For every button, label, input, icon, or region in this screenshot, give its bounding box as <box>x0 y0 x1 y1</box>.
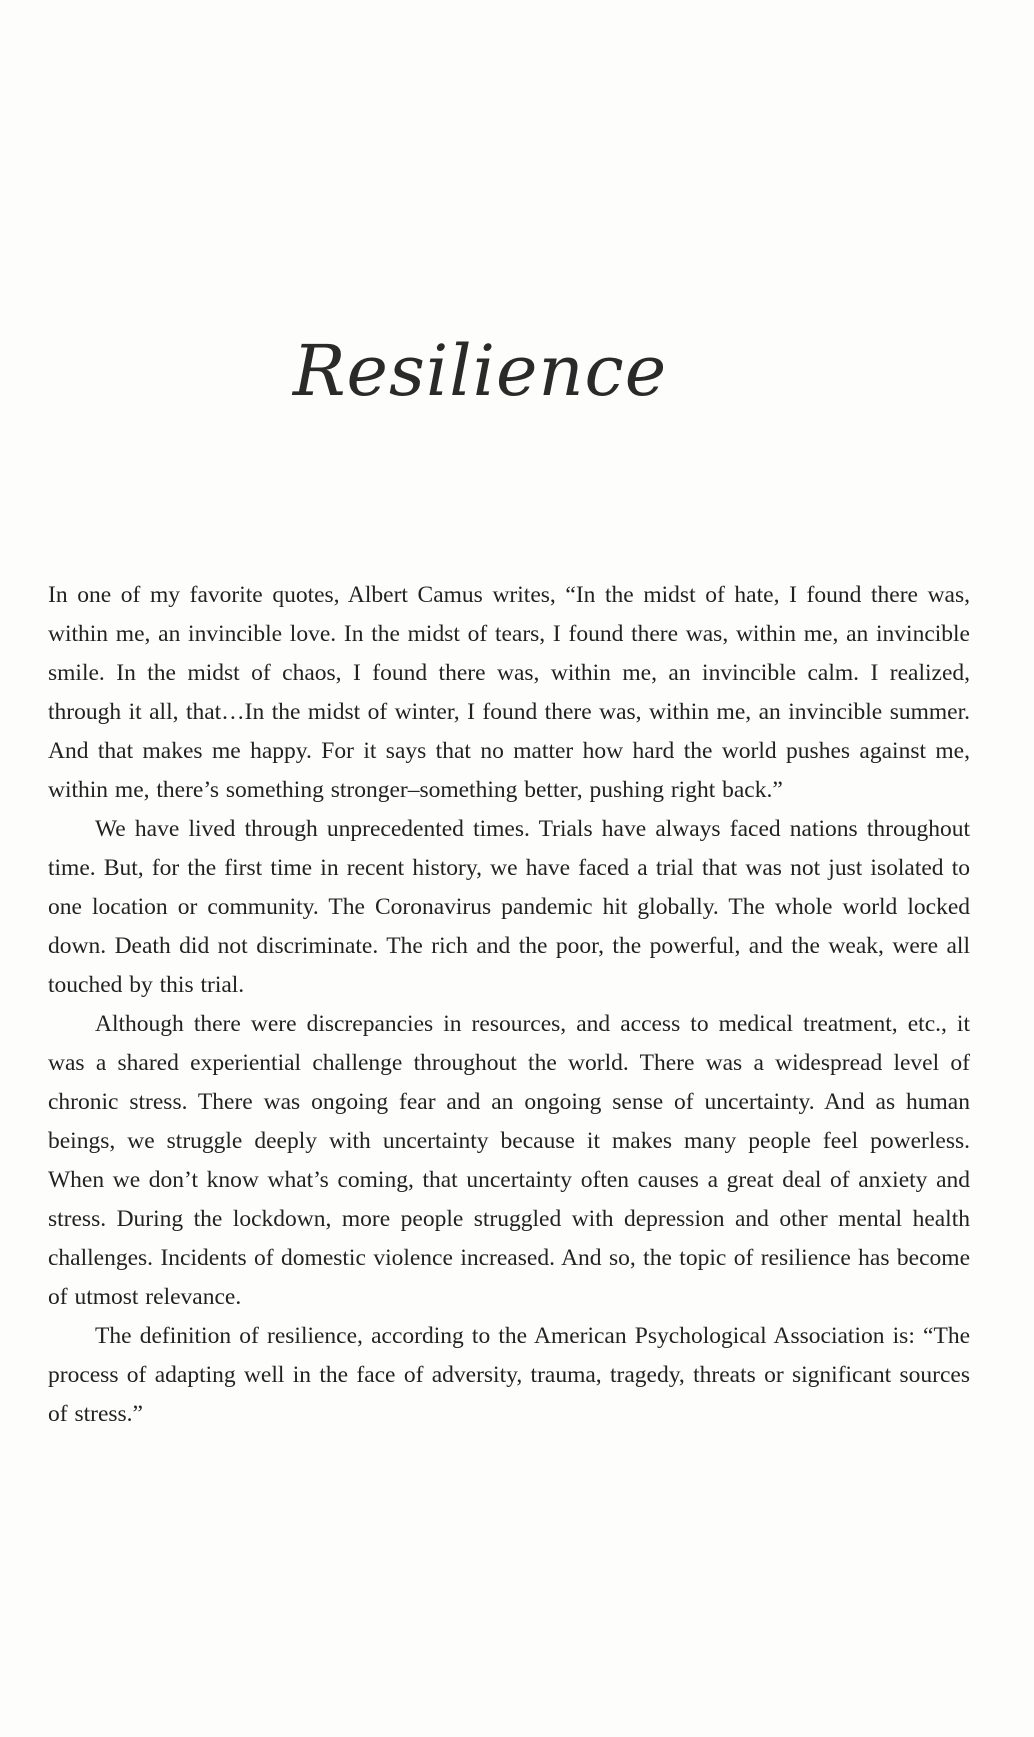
paragraph-unprecedented-times: We have lived through unprecedented times. Trials have always faced nations throughout time. But, for the first time in recent history, we have faced a trial that was not just isolated to one location or community. The Coronavirus pandemic hit globally. The whole world locked down. Death did not discriminate. The rich and the poor, the powerful, and the weak, were all touched by this trial. <box>48 816 970 998</box>
paragraph-quote: In one of my favorite quotes, Albert Camus writes, “In the midst of hate, I found there was, within me, an invincible love. In the midst of tears, I found there was, within me, an invincible smile. In the midst of chaos, I found there was, within me, an invincible calm. I realized, through it all, that…In the midst of winter, I found there was, within me, an invincible summer. And that makes me happy. For it says that no matter how hard the world pushes against me, within me, there’s something stronger–something better, pushing right back.” <box>48 582 970 803</box>
paragraph-resilience-definition: The definition of resilience, according to the American Psychological Association is: “The process of adapting well in the face of adversity, trauma, tragedy, threats or significant sources of stress.” <box>48 1323 970 1427</box>
chapter-title: Resilience <box>292 330 668 412</box>
paragraph-shared-challenge: Although there were discrepancies in resources, and access to medical treatment, etc., it was a shared experiential challenge throughout the world. There was a widespread level of chronic stress. There was ongoing fear and an ongoing sense of uncertainty. And as human beings, we struggle deeply with uncertainty because it makes many people feel powerless. When we don’t know what’s coming, that uncertainty often causes a great deal of anxiety and stress. During the lockdown, more people struggled with depression and other mental health challenges. Incidents of domestic violence increased. And so, the topic of resilience has become of utmost relevance. <box>48 1011 970 1310</box>
chapter-body <box>48 576 970 1434</box>
